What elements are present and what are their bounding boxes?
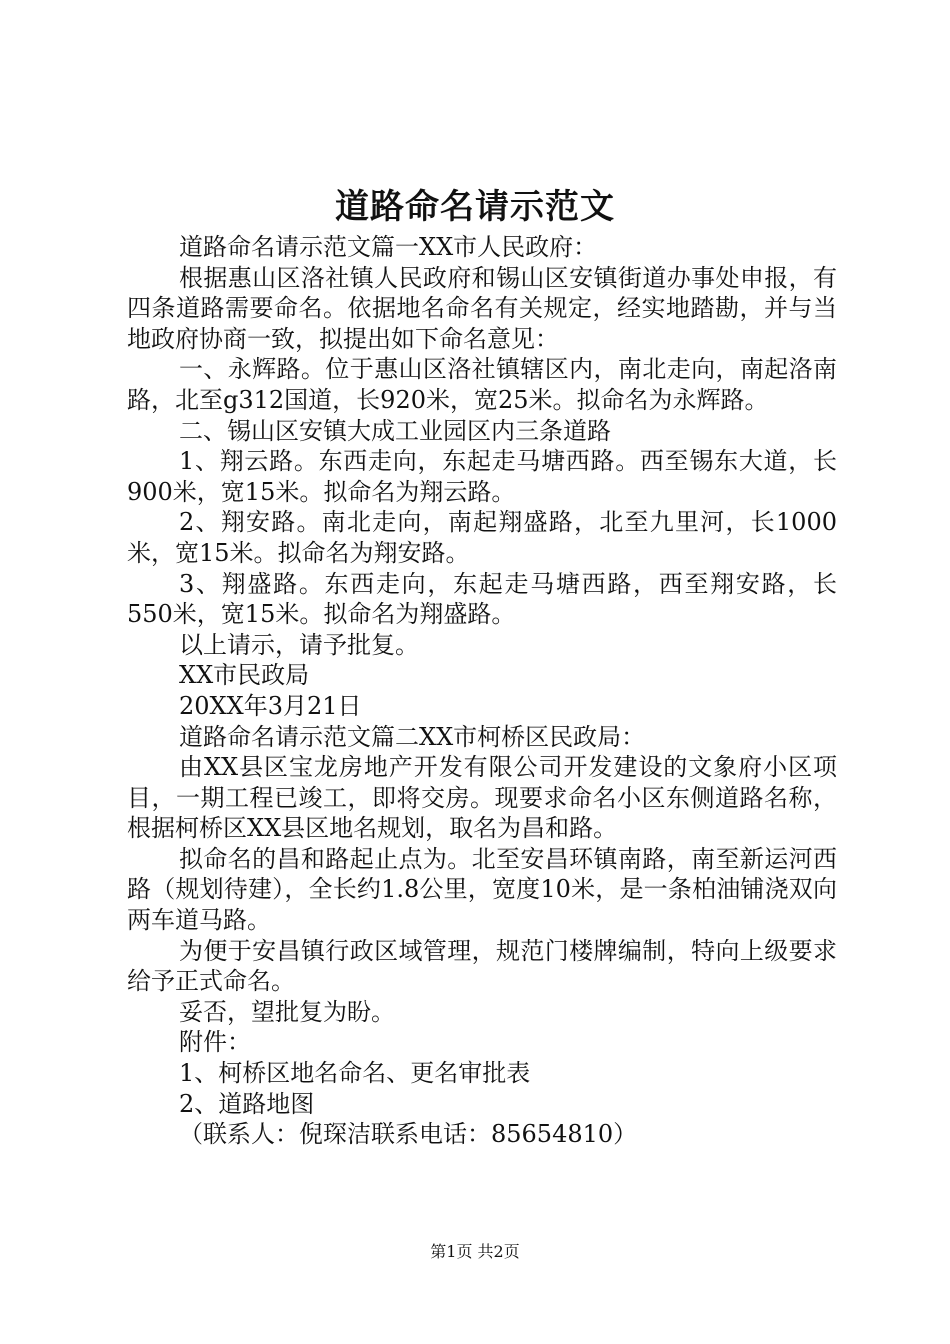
paragraph: 根据惠山区洛社镇人民政府和锡山区安镇街道办事处申报，有四条道路需要命名。依据地名命名有关规定，经实地踏勘，并与当地政府协商一致，拟提出如下命名意见： xyxy=(127,263,837,353)
paragraph: 以上请示，请予批复。 xyxy=(179,630,419,659)
paragraph: 妥否，望批复为盼。 xyxy=(179,997,395,1026)
paragraph: 附件： xyxy=(179,1028,251,1057)
paragraph: 1、翔云路。东西走向，东起走马塘西路。西至锡东大道，长900米，宽15米。拟命名为翔云路。 xyxy=(127,447,837,506)
paragraph: 道路命名请示范文篇一XX市人民政府： xyxy=(179,233,598,261)
paragraph: （联系人：倪琛洁联系电话：85654810） xyxy=(179,1120,638,1149)
paragraph: 拟命名的昌和路起止点为。北至安昌环镇南路，南至新运河西路（规划待建），全长约1.8公里，宽度10米，是一条柏油铺浇双向两车道马路。 xyxy=(127,844,837,935)
paragraph: 3、翔盛路。东西走向，东起走马塘西路，西至翔安路，长550米，宽15米。拟命名为翔盛路。 xyxy=(127,569,837,629)
paragraph: 二、锡山区安镇大成工业园区内三条道路 xyxy=(179,416,611,445)
paragraph: 一、永辉路。位于惠山区洛社镇辖区内，南北走向，南起洛南路，北至g312国道，长920米，宽25米。拟命名为永辉路。 xyxy=(127,355,837,414)
page-footer: 第1页 共2页 xyxy=(430,1242,520,1261)
paragraph: 由XX县区宝龙房地产开发有限公司开发建设的文象府小区项目，一期工程已竣工，即将交房。现要求命名小区东侧道路名称，根据柯桥区XX县区地名规划，取名为昌和路。 xyxy=(127,753,837,843)
document-body xyxy=(127,232,837,1150)
paragraph: 为便于安昌镇行政区域管理，规范门楼牌编制，特向上级要求给予正式命名。 xyxy=(127,936,837,996)
paragraph: 道路命名请示范文篇二XX市柯桥区民政局： xyxy=(179,722,646,751)
document-title: 道路命名请示范文 xyxy=(335,187,615,227)
paragraph: 20XX年3月21日 xyxy=(179,691,362,720)
paragraph: XX市民政局 xyxy=(179,661,310,690)
paragraph: 1、柯桥区地名命名、更名审批表 xyxy=(179,1059,531,1088)
paragraph: 2、翔安路。南北走向，南起翔盛路，北至九里河，长1000米，宽15米。拟命名为翔安路。 xyxy=(127,508,837,567)
paragraph: 2、道路地图 xyxy=(179,1089,315,1118)
